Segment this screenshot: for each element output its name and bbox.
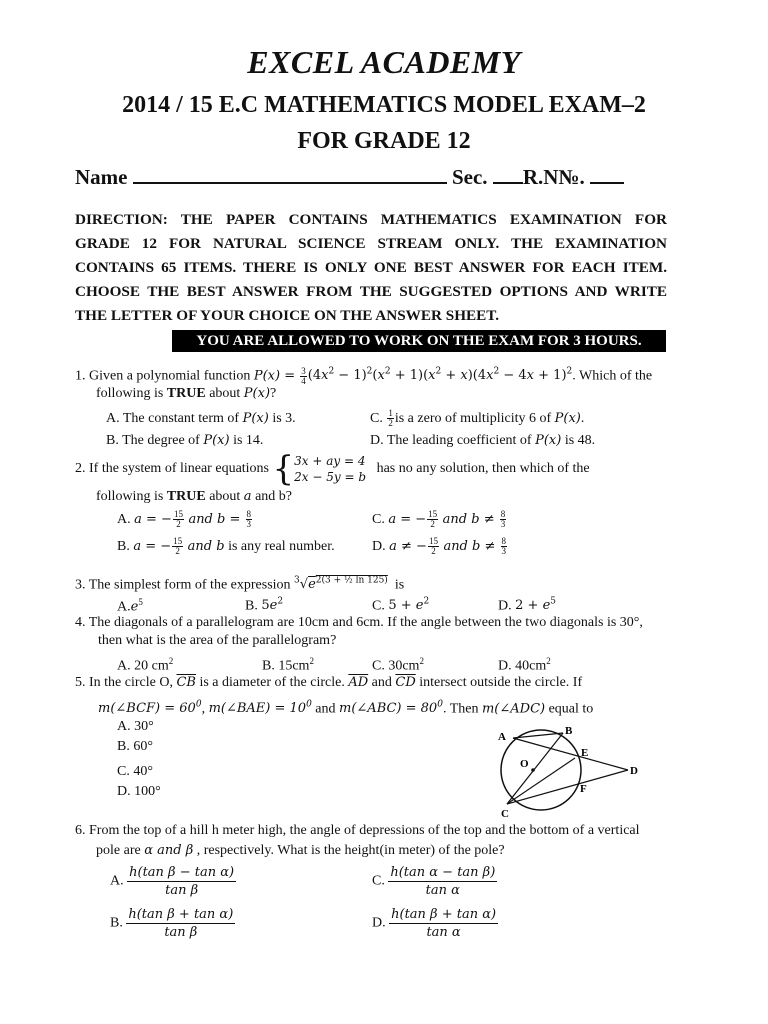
q1-option-d[interactable]: D. The leading coefficient of P(x) is 48. (370, 433, 596, 448)
question-1: 1. Given a polynomial function P(x) = $\frac{3}{4}$ $(4x^2 - 1)^2(x^2 + 1)(x^2 + x)(4x^2 - 4x + 1)^2$. Which of the (75, 365, 653, 386)
center-o (531, 768, 535, 772)
q2-option-d[interactable]: D. a ≠ − $\frac{15}{2}$ and b ≠ $\frac{8}{3}$ (372, 536, 506, 557)
q2-option-c[interactable]: C. a = − $\frac{15}{2}$ and b ≠ $\frac{8}{3}$ (372, 509, 506, 530)
q4-option-b[interactable]: B. $15cm^2$ (262, 656, 314, 674)
question-5: 5. In the circle O, $\overline{CB}$ is a diameter of the circle. $\overline{AD}$ and $\overline{CD}$ intersect outside the circle. If (75, 675, 583, 690)
label-b: B (565, 725, 573, 737)
q1-option-a[interactable]: A. The constant term of P(x) is 3. (106, 411, 296, 426)
question-2-line-2: following is TRUE about a and b? (96, 489, 292, 504)
name-label: Name (75, 165, 128, 189)
q3-option-a[interactable]: $A.e^5$ (117, 597, 143, 615)
circle-diagram (493, 720, 653, 820)
q6-option-d[interactable]: D. $\frac{\text{h(tan β + tan α)}}{\text{tan α}}$ (372, 907, 497, 940)
question-2: 2. If the system of linear equations { 3x + ay = 4 2x − 5y = b has no any solution, then which of the (75, 449, 590, 489)
q1-option-b[interactable]: B. The degree of P(x) is 14. (106, 433, 264, 448)
grade-title: FOR GRADE 12 (297, 128, 471, 154)
question-6-line-2: pole are α and β , respectively. What is the height(in meter) of the pole? (96, 843, 505, 858)
line-cd (507, 770, 628, 804)
q3-option-b[interactable]: B. $5e^2$ (245, 597, 284, 614)
exam-title: 2014 / 15 E.C MATHEMATICS MODEL EXAM–2 (122, 92, 646, 118)
student-info-line (75, 164, 624, 190)
label-o: O (520, 758, 529, 770)
label-c: C (501, 808, 509, 820)
q6-option-b[interactable]: B. $\frac{\text{h(tan β + tan α)}}{\text{tan β}}$ (110, 907, 234, 940)
question-5-line-2: m(∠BCF) = $60^0$, m(∠BAE) = $10^0$ and m(∠ABC) = $80^0$. Then m(∠ADC) equal to (98, 700, 594, 717)
q5-option-b[interactable]: B. 60° (117, 739, 153, 754)
question-4: 4. The diagonals of a parallelogram are 10cm and 6cm. If the angle between the two diagonals is 30°, (75, 615, 643, 630)
q6-option-c[interactable]: C. $\frac{\text{h(tan α − tan β)}}{\text{tan α}}$ (372, 865, 496, 898)
q3-option-c[interactable]: C. $5 + e^2$ (372, 597, 430, 614)
q4-option-a[interactable]: A. 20 $cm^2$ (117, 656, 174, 674)
label-f: F (580, 783, 587, 795)
question-4-line-2: then what is the area of the parallelogram? (98, 633, 337, 648)
label-d: D (630, 765, 638, 777)
q4-option-c[interactable]: C. $30cm^2$ (372, 656, 424, 674)
circle-o (501, 730, 581, 810)
q5-option-c[interactable]: C. 40° (117, 764, 153, 779)
label-a: A (498, 731, 506, 743)
line-ce (507, 758, 575, 804)
q6-option-a[interactable]: A. $\frac{\text{h(tan β − tan α)}}{\text{tan β}}$ (110, 865, 235, 898)
direction-text: DIRECTION: THE PAPER CONTAINS MATHEMATICS EXAMINATION FOR GRADE 12 FOR NATURAL SCIENCE STREAM ONLY. THE EXAMINATION CONTAINS 65 ITEMS. THERE IS ONLY ONE BEST ANSWER FOR EACH ITEM. CHOOSE THE BEST ANSWER FROM THE SUGGESTED OPTIONS AND WRITE THE LETTER OF YOUR CHOICE ON THE ANSWER SHEET. (75, 211, 667, 324)
sec-field[interactable] (493, 164, 523, 184)
q2-option-a[interactable]: A. a = − $\frac{15}{2}$ and b = $\frac{8}{3}$ (117, 509, 251, 530)
label-e: E (581, 747, 589, 759)
school-title: EXCEL ACADEMY (247, 44, 521, 80)
sec-label: Sec. (451, 165, 488, 189)
q5-option-a[interactable]: A. 30° (117, 719, 154, 734)
name-field[interactable] (133, 164, 447, 184)
question-6: 6. From the top of a hill h meter high, the angle of depressions of the top and the bottom of a vertical (75, 823, 640, 838)
q3-option-d[interactable]: D. $2 + e^5$ (498, 597, 556, 614)
question-1-line-2: following is TRUE about P(x)? (96, 386, 277, 401)
q2-option-b[interactable]: B. a = − $\frac{15}{2}$ and b is any real number. (117, 536, 335, 557)
q5-option-d[interactable]: D. 100° (117, 784, 161, 799)
rno-field[interactable] (590, 164, 624, 184)
rno-label: R.N№. (522, 165, 585, 189)
time-notice: YOU ARE ALLOWED TO WORK ON THE EXAM FOR 3 HOURS. (172, 330, 666, 352)
question-3: 3. The simplest form of the expression $^3√e^{2(3 + \frac{1}{2} ln 125)}$ is (75, 576, 405, 593)
q4-option-d[interactable]: D. $40cm^2$ (498, 656, 551, 674)
q1-option-c[interactable]: C. $\frac{1}{2}$ is a zero of multiplicity 6 of P(x). (370, 408, 585, 429)
